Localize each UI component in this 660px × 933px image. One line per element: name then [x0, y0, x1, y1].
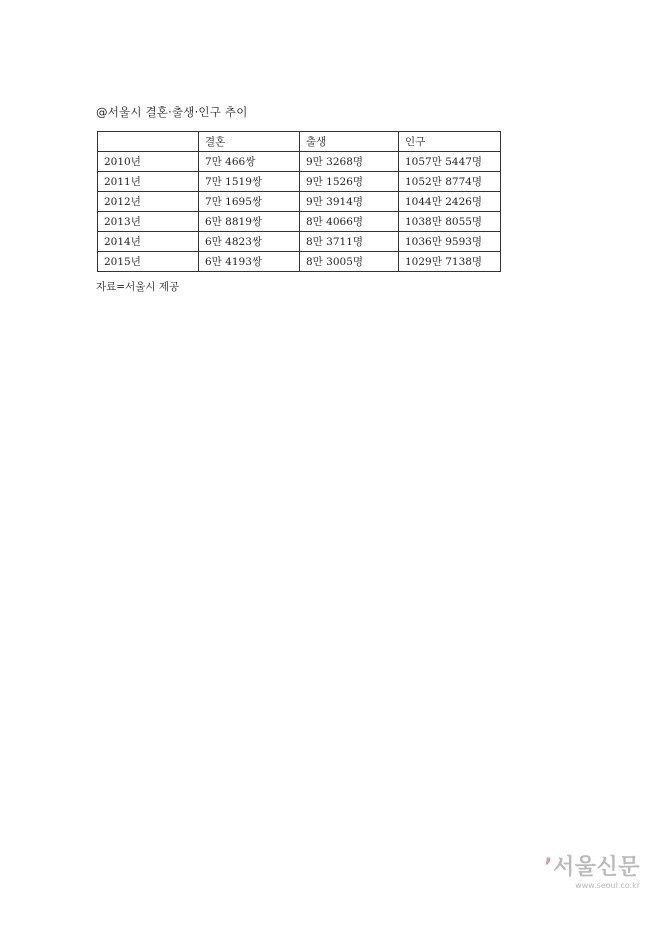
table-row	[98, 232, 501, 252]
cell-year: 2013년	[98, 212, 199, 232]
cell-marriage: 7만 466쌍	[199, 152, 300, 172]
table-header-row	[98, 132, 501, 152]
cell-year: 2010년	[98, 152, 199, 172]
table-row	[98, 172, 501, 192]
cell-birth: 8만 4066명	[300, 212, 399, 232]
cell-marriage: 6만 8819쌍	[199, 212, 300, 232]
cell-birth: 8만 3005명	[300, 252, 399, 272]
watermark-url: www.seoul.co.kr	[575, 881, 640, 890]
cell-birth: 8만 3711명	[300, 232, 399, 252]
table-row	[98, 152, 501, 172]
cell-birth: 9만 3914명	[300, 192, 399, 212]
cell-marriage: 7만 1519쌍	[199, 172, 300, 192]
cell-population: 1029만 7138명	[399, 252, 501, 272]
cell-population: 1044만 2426명	[399, 192, 501, 212]
cell-year: 2011년	[98, 172, 199, 192]
cell-marriage: 6만 4193쌍	[199, 252, 300, 272]
cell-year: 2012년	[98, 192, 199, 212]
cell-year: 2014년	[98, 232, 199, 252]
cell-population: 1036만 9593명	[399, 232, 501, 252]
cell-population: 1052만 8774명	[399, 172, 501, 192]
cell-marriage: 7만 1695쌍	[199, 192, 300, 212]
header-cell-birth: 출생	[300, 132, 399, 152]
cell-marriage: 6만 4823쌍	[199, 232, 300, 252]
table-caption: @서울시 결혼·출생·인구 추이	[96, 105, 248, 119]
data-table	[97, 131, 501, 272]
cell-population: 1038만 8055명	[399, 212, 501, 232]
cell-birth: 9만 3268명	[300, 152, 399, 172]
cell-population: 1057만 5447명	[399, 152, 501, 172]
source-note: 자료=서울시 제공	[96, 281, 180, 293]
header-cell-marriage: 결혼	[199, 132, 300, 152]
table-row	[98, 252, 501, 272]
table-row	[98, 212, 501, 232]
watermark-name: 서울신문	[552, 855, 640, 880]
cell-year: 2015년	[98, 252, 199, 272]
cell-birth: 9만 1526명	[300, 172, 399, 192]
table-row	[98, 192, 501, 212]
logo-mark-icon: ’	[544, 855, 553, 880]
header-cell-year	[98, 132, 199, 152]
header-cell-population: 인구	[399, 132, 501, 152]
watermark-logo	[528, 856, 640, 891]
